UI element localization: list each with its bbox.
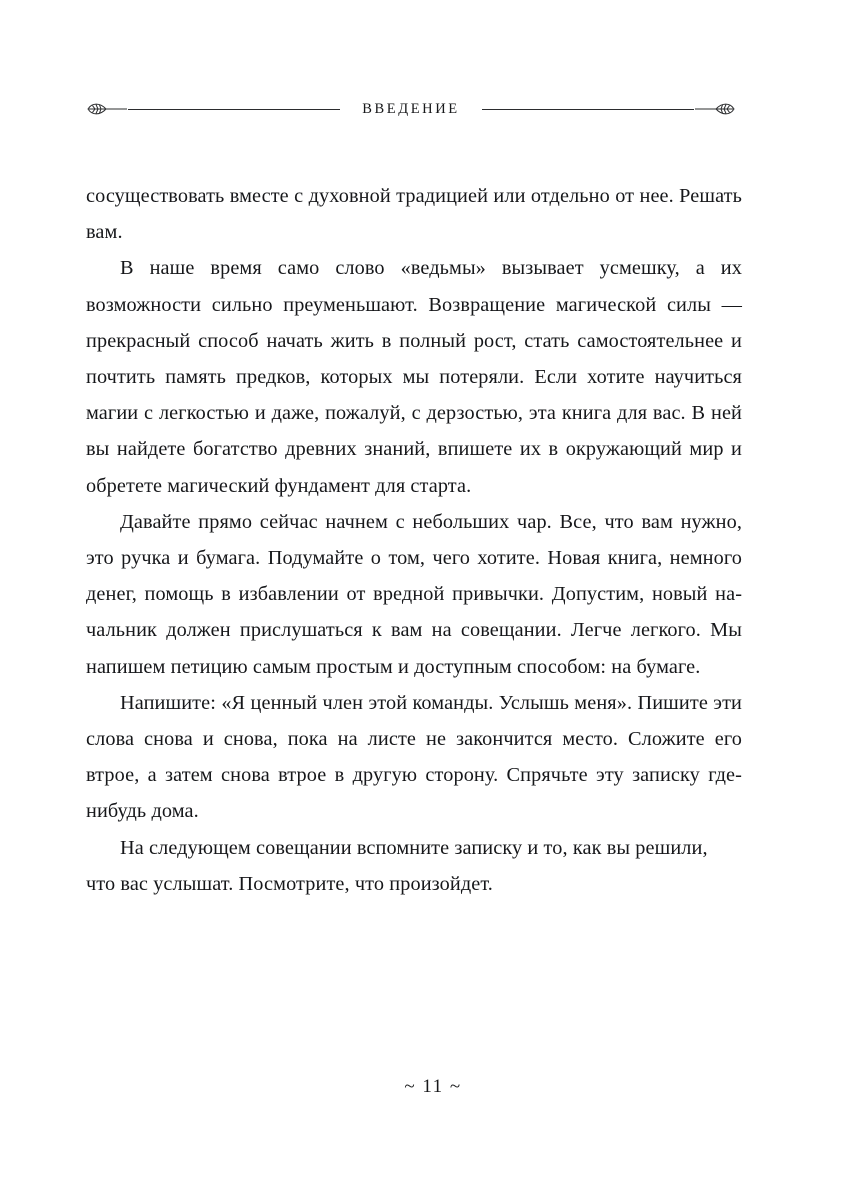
paragraph: В наше время само слово «ведьмы» вызывает усмешку, а их возможности сильно преуменьшают. Возвращение магической силы — прекрасный способ начать жить в полный рост, стать самостоятельнее и почтить память предков, которых мы потеряли. Если хотите научиться магии с легкостью и даже, пожалуй, с дерзостью, эта книга для вас. В ней вы найдете богатство древних знаний, впишете их в окружающий мир и обретете магический фундамент для старта. xyxy=(86,257,742,497)
paragraph: Напишите: «Я ценный член этой команды. Услышь меня». Пишите эти слова снова и снова, пока на листе не закончится место. Сложите его втрое, а затем снова втрое в другую сторону. Спрячьте эту записку где-нибудь дома. xyxy=(86,691,742,823)
paragraph: сосуществовать вместе с духовной традицией или отдельно от нее. Решать вам. xyxy=(86,185,742,244)
running-head-rule-left xyxy=(128,109,340,110)
body-text xyxy=(86,178,742,902)
paragraph: На следующем совещании вспомните записку и то, как вы решили, что вас услышат. Посмотрите, что произойдет. xyxy=(86,836,708,895)
leaf-ornament-icon-left xyxy=(86,101,128,117)
page-title: ВВЕДЕНИЕ xyxy=(362,100,460,117)
running-head xyxy=(86,92,736,126)
page-number: ~ 11 ~ xyxy=(404,1076,462,1097)
leaf-ornament-icon-right xyxy=(694,101,736,117)
running-head-rule-right xyxy=(482,109,694,110)
paragraph: Давайте прямо сейчас начнем с небольших чар. Все, что вам нужно, это ручка и бумага. Подумайте о том, чего хотите. Новая книга, немного денег, помощь в избавлении от вредной привычки. Допустим, новый начальник должен прислушаться к вам на совещании. Легче легкого. Мы напишем петицию самым простым и доступным способом: на бумаге. xyxy=(86,510,742,678)
